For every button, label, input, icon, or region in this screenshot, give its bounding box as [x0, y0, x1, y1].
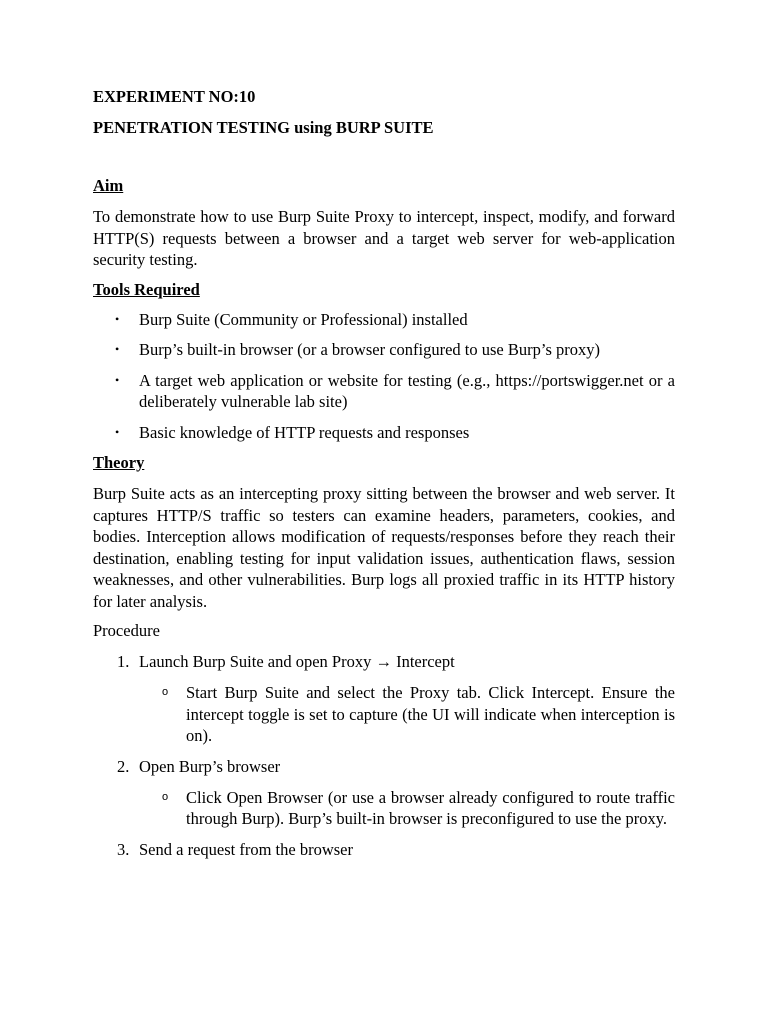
procedure-step: [93, 651, 675, 747]
bullet-icon: •: [115, 311, 120, 326]
hollow-bullet-icon: o: [162, 686, 169, 698]
substep-item: [139, 787, 675, 830]
step-title: Send a request from the browser: [139, 839, 353, 859]
list-item-text: Burp’s built-in browser (or a browser configured to use Burp’s proxy): [139, 340, 600, 359]
step-number: 1.: [117, 652, 130, 671]
procedure-step: [93, 756, 675, 830]
bullet-icon: •: [115, 342, 120, 356]
list-item-text: Burp Suite (Community or Professional) installed: [139, 309, 468, 329]
procedure-steps: [93, 651, 675, 861]
document-subtitle: PENETRATION TESTING using BURP SUITE: [93, 118, 434, 137]
theory-text: Burp Suite acts as an intercepting proxy sitting between the browser and web server. It captures HTTP/S traffic so testers can examine headers, parameters, cookies, and bodies. Interception allows modification of requests/responses before they reach their destination, enabling testing for input validation issues, authentication flaws, session weaknesses, and other vulnerabilities. Burp logs all proxied traffic in its HTTP history for later analysis.: [93, 484, 675, 611]
tools-list: [93, 309, 675, 444]
list-item-text: Basic knowledge of HTTP requests and responses: [139, 422, 470, 442]
substep-list: [139, 682, 675, 747]
list-item: [93, 370, 675, 413]
bullet-icon: •: [115, 372, 120, 387]
aim-text: To demonstrate how to use Burp Suite Proxy to intercept, inspect, modify, and forward HTTP(S) requests between a browser and a target web server for web-application security testing.: [93, 207, 675, 269]
substep-text: Click Open Browser (or use a browser already configured to route traffic through Burp). Burp’s built-in browser is preconfigured to use the proxy.: [186, 787, 675, 828]
substep-text: Start Burp Suite and select the Proxy tab. Click Intercept. Ensure the intercept toggle is set to capture (the UI will indicate when interception is on).: [186, 683, 675, 745]
aim-heading: Aim: [93, 176, 124, 195]
procedure-step: [93, 839, 675, 861]
bullet-icon: •: [115, 424, 120, 439]
document-page: [93, 86, 675, 870]
step-title: Launch Burp Suite and open Proxy → Intercept: [139, 652, 455, 671]
list-item: [93, 339, 675, 361]
step-number: 2.: [117, 756, 130, 776]
step-title: Open Burp’s browser: [139, 756, 281, 776]
procedure-label: Procedure: [93, 621, 160, 640]
list-item-text: A target web application or website for testing (e.g., https://portswigger.net or a deliberately vulnerable lab site): [139, 370, 675, 411]
substep-list: [139, 787, 675, 830]
substep-item: [139, 682, 675, 747]
experiment-title: EXPERIMENT NO:10: [93, 87, 256, 106]
list-item: [93, 422, 675, 444]
tools-heading: Tools Required: [93, 279, 200, 299]
list-item: [93, 309, 675, 331]
hollow-bullet-icon: o: [162, 790, 169, 803]
step-number: 3.: [117, 839, 130, 859]
theory-heading: Theory: [93, 453, 145, 472]
